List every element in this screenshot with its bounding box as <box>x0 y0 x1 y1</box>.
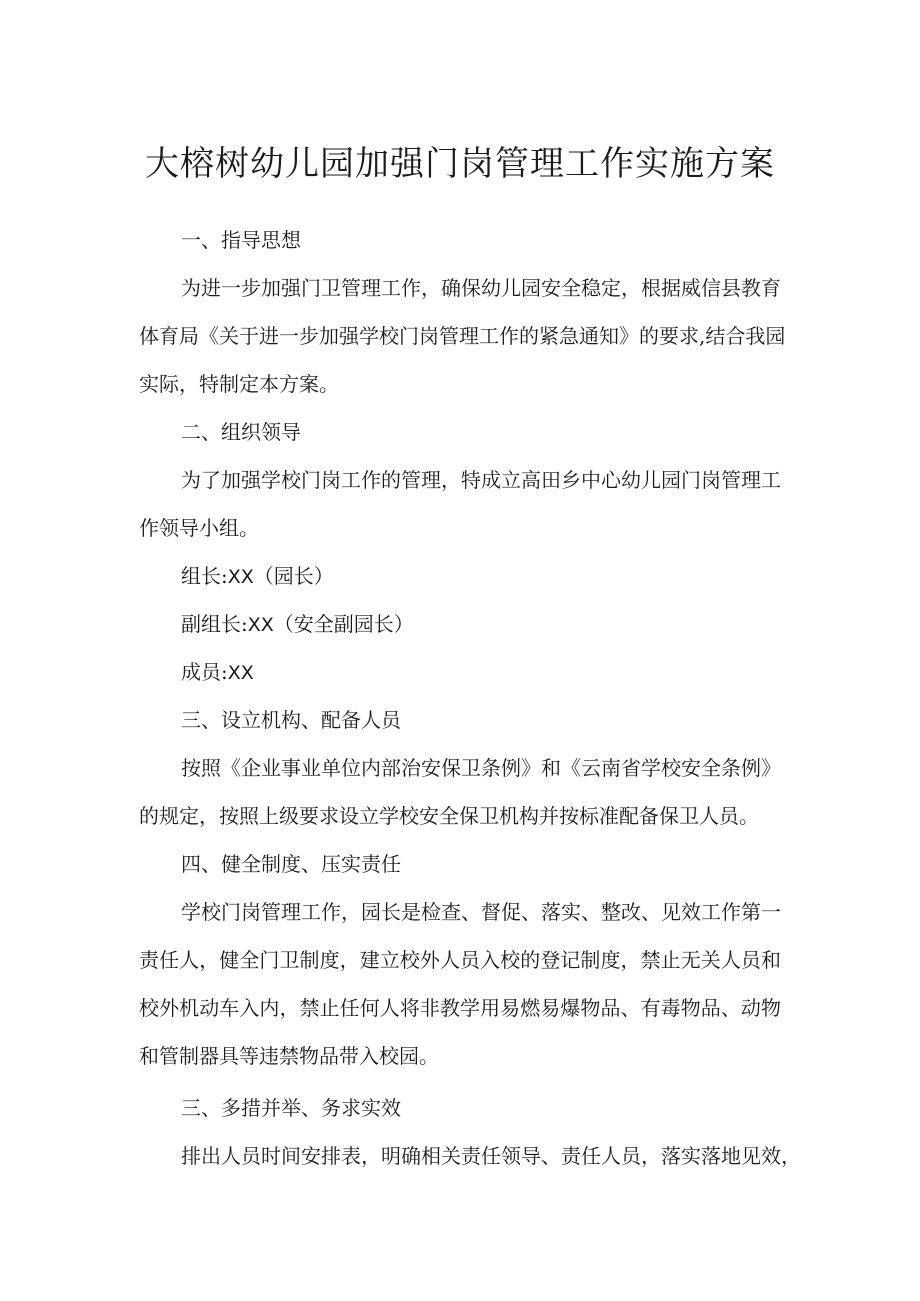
section-heading-systems: 四、健全制度、压实责任 <box>181 852 401 876</box>
paragraph-line: 实际，特制定本方案。 <box>139 372 339 396</box>
paragraph-line: 排出人员时间安排表，明确相关责任领导、责任人员，落实落地见效， <box>181 1144 801 1168</box>
section-heading-organization: 二、组织领导 <box>181 420 301 444</box>
leader-name: XX <box>227 566 254 588</box>
leader-label: 组长: <box>181 564 228 588</box>
paragraph-line: 责任人，健全门卫制度，建立校外人员入校的登记制度，禁止无关人员和 <box>139 948 781 972</box>
section-heading-institutions: 三、设立机构、配备人员 <box>181 708 401 732</box>
leader-role: （园长） <box>253 564 334 588</box>
paragraph-line: 学校门岗管理工作，园长是检查、督促、落实、整改、见效工作第一 <box>181 900 781 924</box>
members-line <box>181 658 254 687</box>
document-title: 大榕树幼儿园加强门岗管理工作实施方案 <box>145 144 775 184</box>
deputy-role: （安全副园长） <box>273 612 414 636</box>
paragraph-line: 和管制器具等违禁物品带入校园。 <box>139 1044 439 1068</box>
paragraph-line: 体育局《关于进一步加强学校门岗管理工作的紧急通知》的要求,结合我园 <box>139 324 786 348</box>
leader-line <box>181 562 334 591</box>
paragraph-line: 作领导小组。 <box>139 516 259 540</box>
member-name: XX <box>227 662 254 684</box>
section-heading-guiding-ideology: 一、指导思想 <box>181 228 301 252</box>
member-label: 成员: <box>181 660 228 684</box>
paragraph-line: 校外机动车入内，禁止任何人将非教学用易燃易爆物品、有毒物品、动物 <box>139 996 781 1020</box>
section-heading-measures: 三、多措并举、务求实效 <box>181 1096 401 1120</box>
deputy-label: 副组长: <box>181 612 248 636</box>
paragraph-line: 按照《企业事业单位内部治安保卫条例》和《云南省学校安全条例》 <box>181 756 781 780</box>
paragraph-line: 为进一步加强门卫管理工作，确保幼儿园安全稳定，根据威信县教育 <box>181 276 781 300</box>
paragraph-line: 的规定，按照上级要求设立学校安全保卫机构并按标准配备保卫人员。 <box>139 804 759 828</box>
deputy-name: XX <box>247 614 274 636</box>
deputy-leader-line <box>181 610 414 639</box>
paragraph-line: 为了加强学校门岗工作的管理，特成立高田乡中心幼儿园门岗管理工 <box>181 468 781 492</box>
